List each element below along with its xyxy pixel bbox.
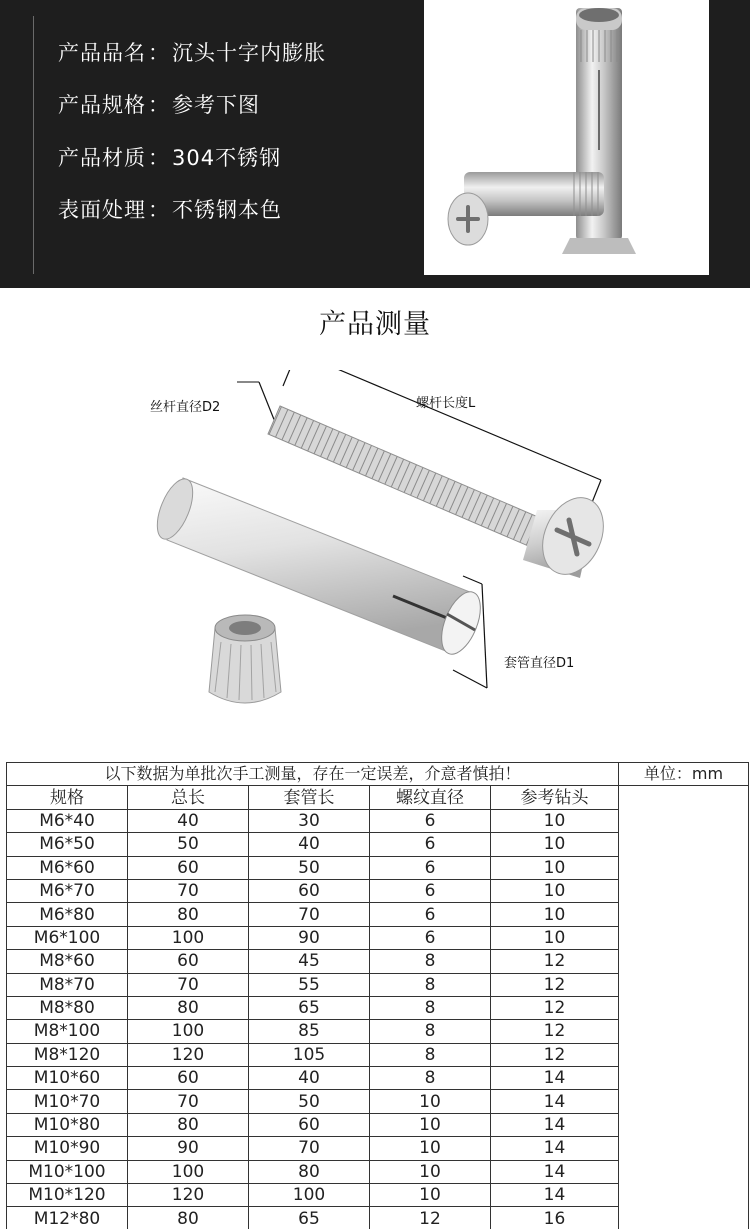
table-blank-cell (619, 809, 749, 832)
table-blank-cell (619, 1043, 749, 1066)
table-cell: 12 (491, 973, 619, 996)
table-cell: 12 (491, 996, 619, 1019)
table-blank-cell (619, 926, 749, 949)
product-info-banner (0, 0, 750, 288)
table-cell: 60 (249, 879, 370, 902)
table-cell: 120 (128, 1043, 249, 1066)
table-cell: 65 (249, 996, 370, 1019)
table-cell: 100 (128, 1020, 249, 1043)
table-cell: 8 (370, 950, 491, 973)
table-row (7, 879, 749, 902)
table-row (7, 1137, 749, 1160)
table-cell: M6*40 (7, 809, 128, 832)
table-cell: 6 (370, 809, 491, 832)
table-cell: 50 (249, 856, 370, 879)
table-cell: 60 (128, 1067, 249, 1090)
table-cell: M6*100 (7, 926, 128, 949)
table-row (7, 973, 749, 996)
table-cell: 14 (491, 1137, 619, 1160)
table-cell: 65 (249, 1207, 370, 1229)
column-header: 螺纹直径 (370, 786, 491, 809)
table-row (7, 1020, 749, 1043)
table-cell: 10 (491, 903, 619, 926)
table-cell: 10 (370, 1184, 491, 1207)
table-cell: 70 (128, 973, 249, 996)
table-row (7, 926, 749, 949)
table-blank-cell (619, 833, 749, 856)
table-cell: 100 (249, 1184, 370, 1207)
table-cell: M8*100 (7, 1020, 128, 1043)
table-cell: 12 (491, 1043, 619, 1066)
cone-nut (209, 615, 281, 703)
table-cell: 85 (249, 1020, 370, 1043)
table-cell: 10 (491, 833, 619, 856)
table-blank-cell (619, 1090, 749, 1113)
table-blank-cell (619, 1137, 749, 1160)
spec-value: 参考下图 (172, 93, 260, 117)
spec-row-name (58, 37, 326, 67)
spec-label: 产品材质 (58, 146, 146, 170)
table-cell: M6*50 (7, 833, 128, 856)
table-blank-cell (619, 996, 749, 1019)
spec-separator: ： (148, 93, 170, 117)
table-cell: 50 (249, 1090, 370, 1113)
table-cell: M8*80 (7, 996, 128, 1019)
table-blank-cell (619, 950, 749, 973)
table-cell: 80 (249, 1160, 370, 1183)
table-blank-cell (619, 879, 749, 902)
label-sleeve-diameter: 套管直径D1 (504, 656, 575, 671)
table-row (7, 1043, 749, 1066)
table-row (7, 1090, 749, 1113)
table-cell: 45 (249, 950, 370, 973)
banner-divider (33, 16, 34, 274)
table-row (7, 903, 749, 926)
table-cell: 40 (128, 809, 249, 832)
table-blank-cell (619, 903, 749, 926)
table-blank-cell (619, 1067, 749, 1090)
table-cell: 70 (249, 1137, 370, 1160)
table-blank-cell (619, 786, 749, 809)
column-header: 规格 (7, 786, 128, 809)
spec-table (6, 762, 749, 1229)
table-note: 以下数据为单批次手工测量，存在一定误差，介意者慎拍！ (7, 763, 619, 786)
spec-separator: ： (148, 146, 170, 170)
table-cell: 80 (128, 1113, 249, 1136)
table-cell: 30 (249, 809, 370, 832)
spec-value: 304不锈钢 (172, 146, 282, 170)
table-cell: 8 (370, 1067, 491, 1090)
column-header: 参考钻头 (491, 786, 619, 809)
table-cell: 40 (249, 1067, 370, 1090)
table-cell: M8*70 (7, 973, 128, 996)
table-cell: 70 (128, 1090, 249, 1113)
table-row (7, 1160, 749, 1183)
table-cell: 70 (128, 879, 249, 902)
table-cell: 80 (128, 996, 249, 1019)
table-row (7, 1067, 749, 1090)
table-cell: 100 (128, 1160, 249, 1183)
table-cell: M10*70 (7, 1090, 128, 1113)
table-cell: 100 (128, 926, 249, 949)
table-cell: M8*60 (7, 950, 128, 973)
spec-separator: ： (148, 41, 170, 65)
table-cell: 10 (370, 1113, 491, 1136)
table-cell: 90 (128, 1137, 249, 1160)
label-screw-diameter: 丝杆直径D2 (150, 400, 221, 415)
table-row (7, 833, 749, 856)
table-cell: 60 (128, 950, 249, 973)
spec-separator: ： (148, 198, 170, 222)
table-cell: 8 (370, 973, 491, 996)
table-row (7, 1207, 749, 1229)
measurement-illustration (75, 370, 630, 735)
table-blank-cell (619, 1020, 749, 1043)
table-cell: M6*80 (7, 903, 128, 926)
table-cell: 14 (491, 1184, 619, 1207)
table-cell: 12 (491, 950, 619, 973)
table-unit: 单位：mm (619, 763, 749, 786)
table-cell: M10*60 (7, 1067, 128, 1090)
table-row (7, 856, 749, 879)
table-cell: 12 (370, 1207, 491, 1229)
table-cell: 105 (249, 1043, 370, 1066)
table-cell: 6 (370, 856, 491, 879)
column-header: 总长 (128, 786, 249, 809)
table-cell: 10 (491, 856, 619, 879)
table-cell: 50 (128, 833, 249, 856)
spec-table-wrap (6, 762, 750, 1229)
table-cell: 14 (491, 1160, 619, 1183)
measurement-diagram (75, 370, 630, 735)
label-screw-length: 螺杆长度L (416, 396, 476, 411)
table-cell: 90 (249, 926, 370, 949)
table-cell: 80 (128, 903, 249, 926)
table-blank-cell (619, 1160, 749, 1183)
section-title-measurement: 产品测量 (319, 309, 431, 340)
table-cell: M10*90 (7, 1137, 128, 1160)
product-photo (424, 0, 709, 275)
table-cell: 55 (249, 973, 370, 996)
table-cell: 70 (249, 903, 370, 926)
table-row (7, 1184, 749, 1207)
table-blank-cell (619, 1113, 749, 1136)
table-cell: 14 (491, 1113, 619, 1136)
spec-value: 沉头十字内膨胀 (172, 41, 326, 65)
table-cell: 14 (491, 1067, 619, 1090)
table-cell: 10 (370, 1137, 491, 1160)
column-header: 套管长 (249, 786, 370, 809)
table-cell: 10 (370, 1090, 491, 1113)
spec-label: 表面处理 (58, 198, 146, 222)
table-cell: 80 (128, 1207, 249, 1229)
table-header-row (7, 786, 749, 809)
table-blank-cell (619, 1207, 749, 1229)
table-cell: 16 (491, 1207, 619, 1229)
table-cell: 6 (370, 903, 491, 926)
table-cell: 60 (249, 1113, 370, 1136)
spec-label: 产品品名 (58, 41, 146, 65)
table-blank-cell (619, 1184, 749, 1207)
spec-row-size (58, 89, 260, 119)
table-cell: M8*120 (7, 1043, 128, 1066)
table-cell: 8 (370, 996, 491, 1019)
table-cell: 6 (370, 926, 491, 949)
table-row (7, 996, 749, 1019)
table-cell: 10 (491, 809, 619, 832)
table-cell: 8 (370, 1020, 491, 1043)
spec-value: 不锈钢本色 (172, 198, 282, 222)
table-cell: 14 (491, 1090, 619, 1113)
table-row (7, 950, 749, 973)
table-cell: 8 (370, 1043, 491, 1066)
table-cell: M6*60 (7, 856, 128, 879)
table-blank-cell (619, 973, 749, 996)
table-cell: 10 (370, 1160, 491, 1183)
table-row (7, 1113, 749, 1136)
sleeve-diameter-dimension-line (482, 584, 487, 688)
table-cell: 10 (491, 879, 619, 902)
table-cell: M10*120 (7, 1184, 128, 1207)
table-cell: 10 (491, 926, 619, 949)
table-blank-cell (619, 856, 749, 879)
anchor-bolt-illustration (424, 0, 709, 275)
table-row (7, 809, 749, 832)
spec-row-finish (58, 194, 282, 224)
spec-row-material (58, 142, 281, 172)
table-cell: 6 (370, 879, 491, 902)
table-cell: 120 (128, 1184, 249, 1207)
table-note-row (7, 763, 749, 786)
table-cell: M6*70 (7, 879, 128, 902)
table-cell: 60 (128, 856, 249, 879)
table-cell: 40 (249, 833, 370, 856)
table-cell: M10*80 (7, 1113, 128, 1136)
table-cell: M10*100 (7, 1160, 128, 1183)
table-cell: 12 (491, 1020, 619, 1043)
table-cell: 6 (370, 833, 491, 856)
spec-label: 产品规格 (58, 93, 146, 117)
table-cell: M12*80 (7, 1207, 128, 1229)
